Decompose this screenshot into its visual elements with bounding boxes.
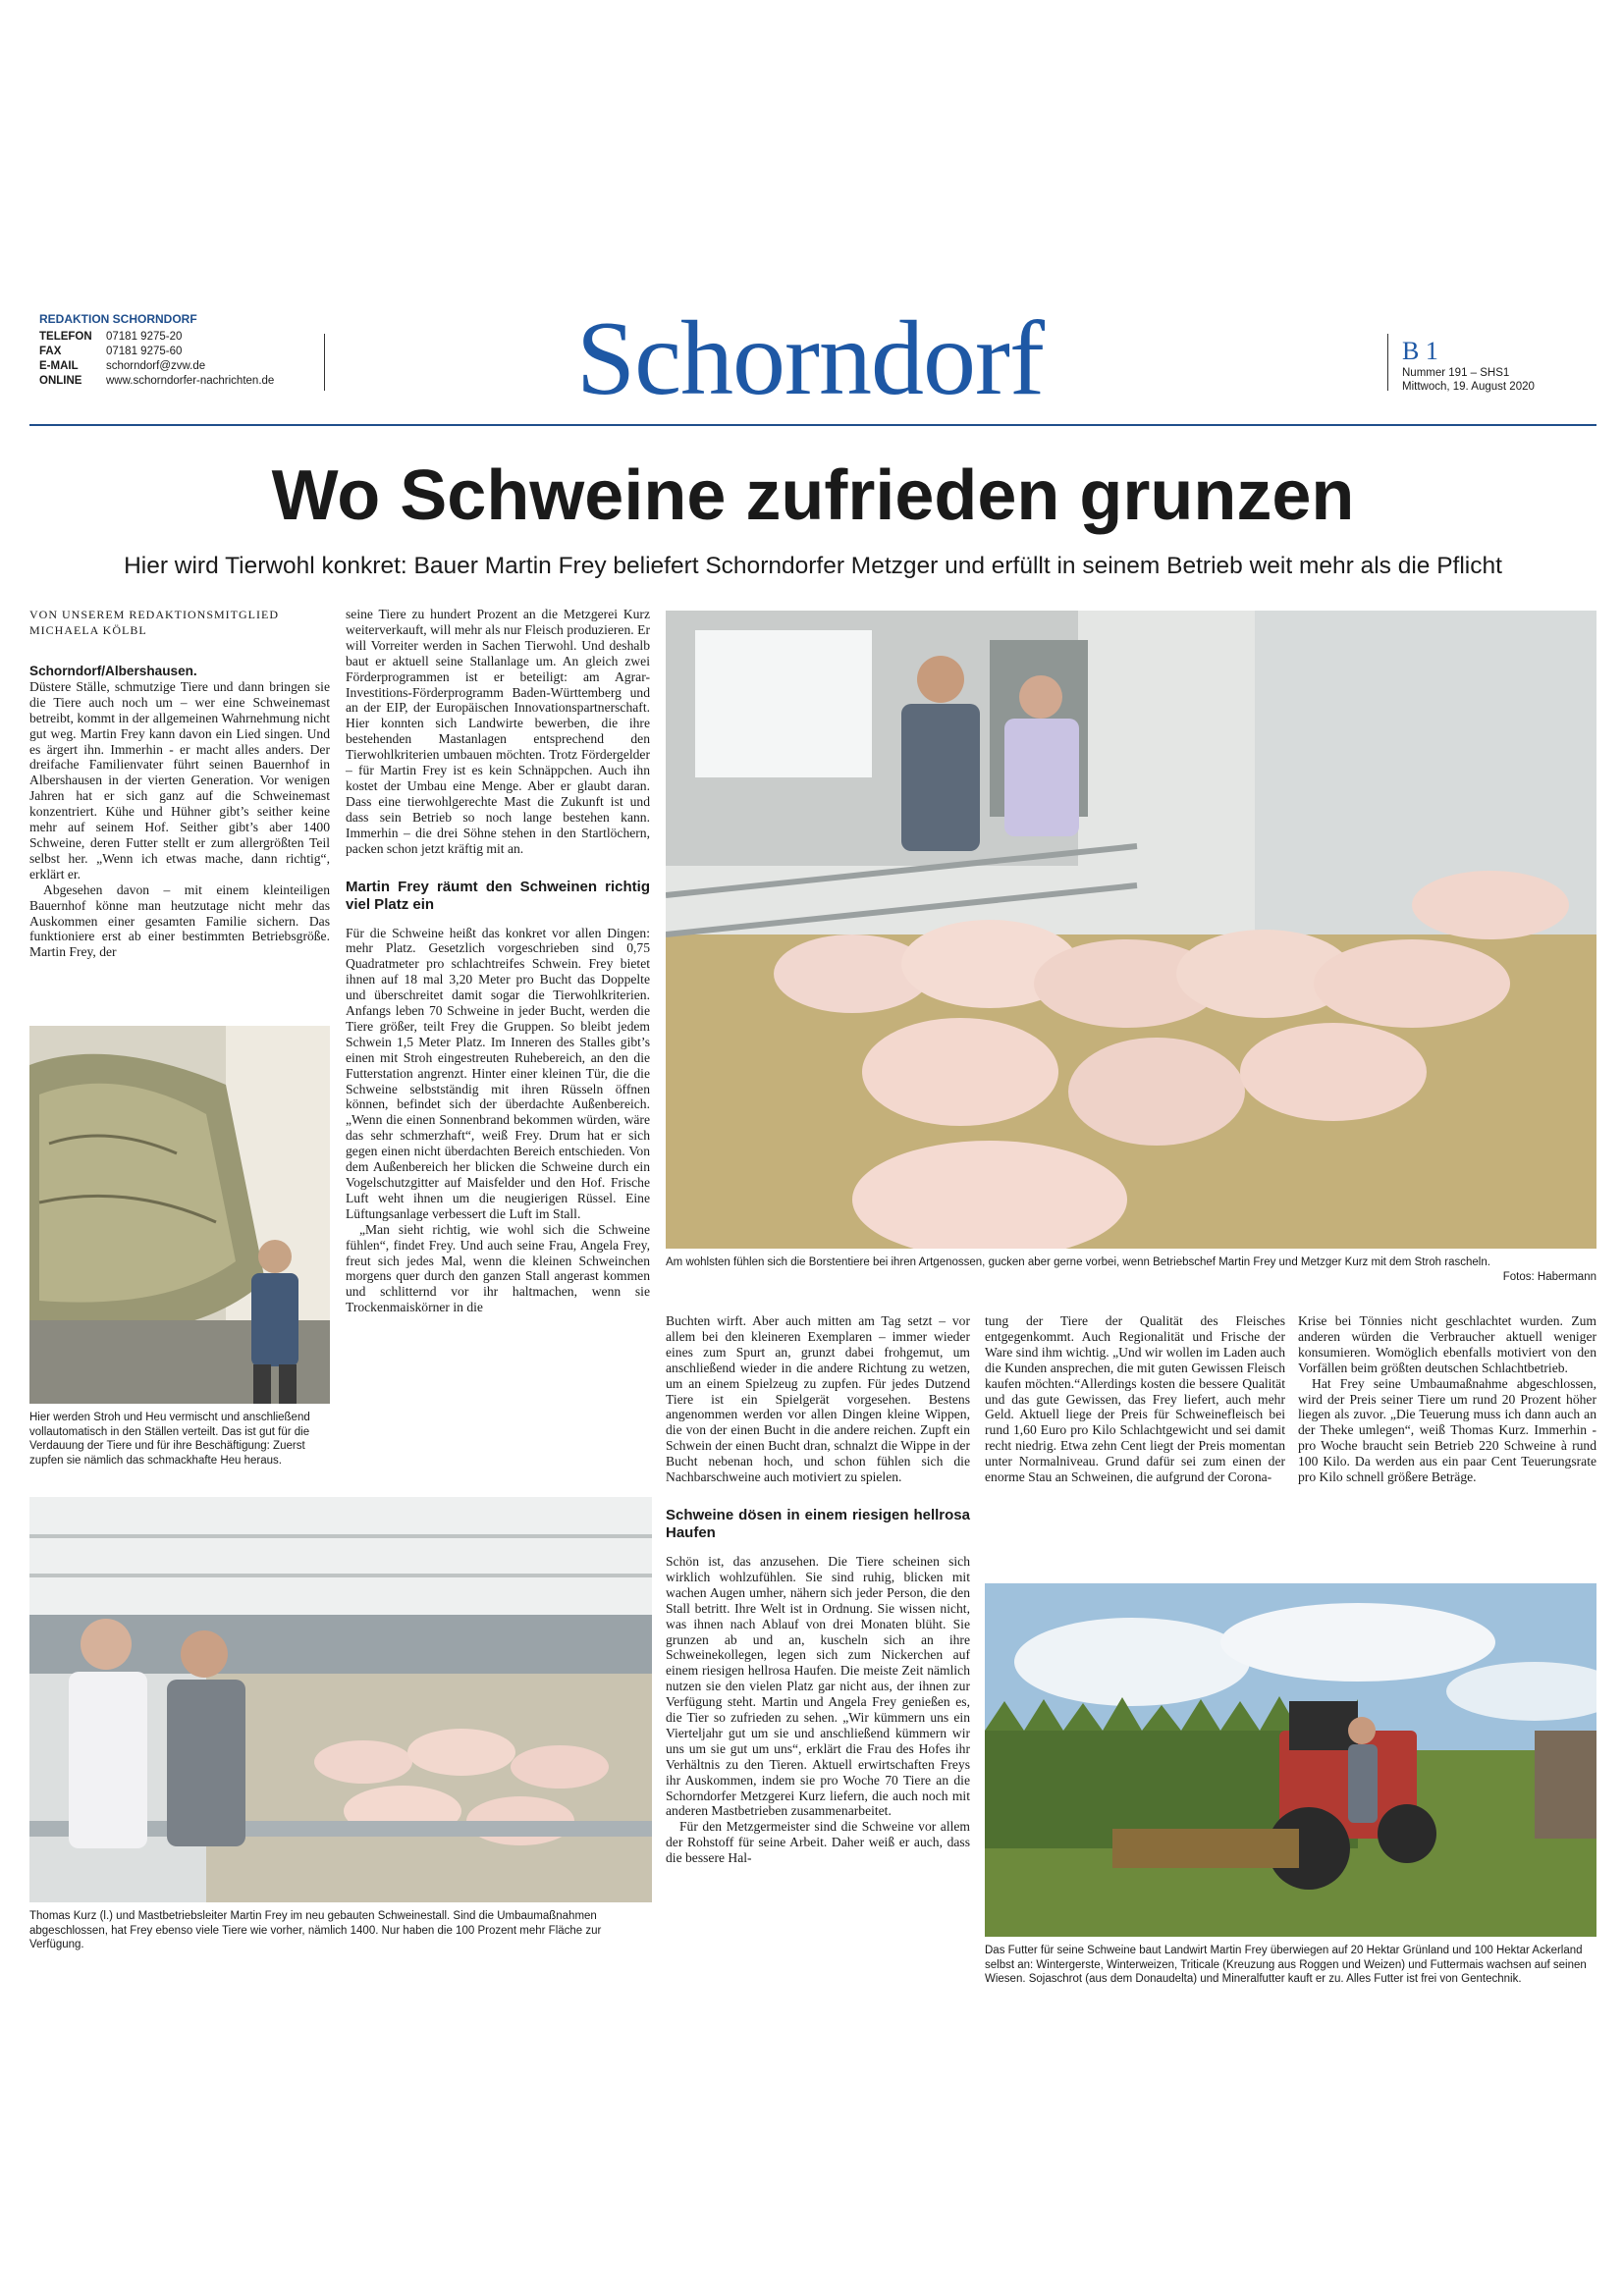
paragraph: Düstere Ställe, schmutzige Tiere und dann bringen sie die Tiere auch noch um – wer eine Schweinemast betreibt, kommt in der allgemeinen Wahrnehmung nicht gut weg. Martin Frey kann davon ein Lied singen. Und es ärgert ihn. Immerhin - er macht alles anders. Der dreifache Familienvater führt seinen Bauernhof in Albershausen in der vierten Generation. Vor wenigen Jahren hat er sich ganz auf die Schweinemast konzentriert. Kühe und Hühner gibt’s seither keine mehr auf seinem Hof. Seither gibt’s aber 1400 Schweine, deren Futter stellt er zum allergrößten Teil selbst her. „Wenn ich etwas mache, dann richtig“, erklärt er. <box>29 678 330 881</box>
paragraph: seine Tiere zu hundert Prozent an die Metzgerei Kurz weiterverkauft, will mehr als nur Fleisch produzieren. Er will Vorreiter werden in Sachen Tierwohl. Und deshalb baut er aktuell seine Stallanlage um. An gleich zwei Förderprogrammen ist er beteiligt: am Agrar-Investitions-Förderprogramm Baden-Württemberg und an der EIP, der Europäischen Innovationspartnerschaft. Hier konnten sich Landwirte bewerben, die ihre bestehenden Mastanlagen entsprechend den Tierwohlkriterien umbauen möchten. Trotz Fördergelder – für Martin Frey ist es kein Schnäppchen. Auch ihn kostet der Umbau eine Menge. Aber er glaubt daran. Dass eine tierwohlgerechte Mast die Zukunft ist und dass sein Betrieb so noch lange bestehen kann. Immerhin – die drei Söhne stehen in den Startlöchern, packen schon jetzt kräftig mit an. <box>346 607 650 856</box>
paragraph: „Man sieht richtig, wie wohl sich die Schweine fühlen“, findet Frey. Und auch seine Frau, Angela Frey, freut sich jedes Mal, wenn die kleinen Schweinchen morgens quer durch den ganzen Stall angerast kommen und schlitternd vor ihr haltmachen, wenn sie Trockenmaiskörner in die <box>346 1221 650 1315</box>
header-divider <box>324 334 325 391</box>
paragraph: tung der Tiere der Qualität des Fleisches entgegenkommt. Auch Regionalität und Frische der Ware sind ihm wichtig. „Und wir wollen im Laden auch die Kunden ansprechen, die mit guten Gewissen Fleisch kaufen möchten.“Allerdings kosten die bessere Qualität und das gute Gewissen, das Frey liefert, auch mehr Geld. Aktuell liege der Preis für Schweinefleisch bei rund 1,60 Euro pro Kilo Schlachtgewicht und sei damit recht niedrig. Etwa zehn Cent liegt der Preis momentan unter Normalniveau. Grund dafür sei zum einen der enorme Stau an Schweinen, die aufgrund der Corona- <box>985 1313 1285 1485</box>
article-column-3 <box>666 1313 970 1866</box>
article-column-2 <box>346 607 650 1315</box>
hay-photo <box>29 1026 330 1404</box>
contact-value: www.schorndorfer-nachrichten.de <box>106 375 275 387</box>
photo-credit: Fotos: Habermann <box>1502 1271 1596 1283</box>
redaktion-title: REDAKTION SCHORNDORF <box>39 312 197 326</box>
contact-value: 07181 9275-60 <box>106 346 183 357</box>
contact-row-phone <box>39 330 274 345</box>
stall-photo <box>29 1497 652 1902</box>
paragraph: Schön ist, das anzusehen. Die Tiere scheinen sich wirklich wohlzufühlen. Sie sind ruhig, blicken mit wachen Augen umher, nähern sich jeder Person, die den Stall betritt. Ihre Welt ist in Ordnung. Sie wissen nicht, was ihnen nach Ablauf von drei Monaten blüht. Sie grunzen ab und an, kuscheln sich an ihre Schweinekollegen, legen sich zum Nickerchen auf einem riesigen hellrosa Haufen. Die meiste Zeit nämlich nutzen sie den vielen Platz gar nicht aus, der ihnen zur Verfügung steht. Martin und Angela Frey genießen es, die Tier so zufrieden zu sehen. „Wir kümmern uns ein Vierteljahr gut um sie und anschließend kümmern wir uns um sie gut um uns“, erklärt die Frau des Hofes ihr Verhältnis zu den Tieren. Aktuell erwirtschaften Freys ihr Auskommen, indem sie pro Woche 70 Tiere an die Schorndorfer Metzgerei Kurz liefern, die auch noch mit anderen Mastbetrieben zusammenarbeitet. <box>666 1553 970 1819</box>
tractor-photo-caption: Das Futter für seine Schweine baut Landwirt Martin Frey überwiegen auf 20 Hektar Grünland und 100 Hektar Ackerland selbst an: Wintergerste, Winterweizen, Triticale (Kreuzung aus Roggen und Weizen) und Futtermais wachsen auf seinen Wiesen. Sojaschrot (aus dem Donaudelta) und Mineralfutter kauft er zu. Alles Futter ist frei von Gentechnik. <box>985 1945 1587 1985</box>
header-divider <box>1387 334 1388 391</box>
paragraph: Für die Schweine heißt das konkret vor allen Dingen: mehr Platz. Gesetzlich vorgeschrieben sind 0,75 Quadratmeter pro schlachtreifes Schwein. Frey bietet ihnen auf 18 mal 3,20 Meter pro Bucht das Doppelte und überschreitet damit sogar die Tierwohlkriterien. Anfangs leben 70 Schweine in jeder Bucht, werden die Tiere größer, teilt Frey die Gruppen. So bleibt jedem Schwein 1,5 Meter Platz. Im Inneren des Stalles gibt’s einen mit Stroh eingestreuten Ruhebereich, an den die Futterstation angrenzt. Hinter einer kleinen Tür, die die Schweine selbstständig mit ihren Rüsseln öffnen können, befindet sich der überdachte Außenbereich. „Wenn die einen Sonnenbrand bekommen würden, wäre das sehr schmerzhaft“, weiß Frey. Drum hat er sich gegen einen nicht überdachten Bereich entschieden. Von dem Außenbereich her blicken die Schweine durch ein Vogelschutzgitter auf Maisfelder und den Hof. Frische Luft weht ihnen um die neugierigen Rüssel. Eine Lüftungsanlage verbessert die Luft im Stall. <box>346 925 650 1221</box>
header-rule <box>29 424 1596 426</box>
subheading: Schweine dösen in einem riesigen hellrosa Haufen <box>666 1506 970 1541</box>
contact-row-email <box>39 359 274 374</box>
contact-label: TELEFON <box>39 331 92 343</box>
contact-label: ONLINE <box>39 375 82 387</box>
contact-row-fax <box>39 345 274 359</box>
paragraph: Abgesehen davon – mit einem kleinteiligen Bauernhof könne man heutzutage nicht mehr das Auskommen einer gesamten Familie sichern. Das funktioniere erst ab einer bestimmten Betriebsgröße. Martin Frey, der <box>29 881 330 960</box>
dateline: Schorndorf/Albershausen. <box>29 664 197 678</box>
subheadline: Hier wird Tierwohl konkret: Bauer Martin Frey beliefert Schorndorfer Metzger und erfüllt in seinem Betrieb weit mehr als die Pflicht <box>124 553 1502 579</box>
page-badge: B 1 <box>1402 337 1438 365</box>
article-column-1 <box>29 664 330 960</box>
paragraph: Für den Metzgermeister sind die Schweine vor allem der Rohstoff für seine Arbeit. Daher weiß er auch, dass die bessere Hal- <box>666 1819 970 1866</box>
issue-number: Nummer 191 – SHS1 <box>1402 367 1510 379</box>
contact-value: schorndorf@zvw.de <box>106 360 206 372</box>
hay-photo-caption: Hier werden Stroh und Heu vermischt und anschließend vollautomatisch in den Ställen verteilt. Das ist gut für die Verdauung der Tiere und für ihre Beschäftigung: Zuerst zupfen sie nämlich das schmackhafte Heu heraus. <box>29 1412 310 1467</box>
issue-date: Mittwoch, 19. August 2020 <box>1402 381 1535 393</box>
main-photo-caption: Am wohlsten fühlen sich die Borstentiere bei ihren Artgenossen, gucken aber gerne vorbei, wenn Betriebschef Martin Frey und Metzger Kurz mit dem Stroh rascheln. <box>666 1256 1490 1268</box>
issue-info <box>1402 366 1535 394</box>
article-column-5 <box>1298 1313 1596 1485</box>
byline-line: VON UNSEREM REDAKTIONSMITGLIED <box>29 608 279 621</box>
contact-block <box>39 330 274 389</box>
subheading: Martin Frey räumt den Schweinen richtig viel Platz ein <box>346 878 650 913</box>
headline: Wo Schweine zufrieden grunzen <box>271 456 1355 535</box>
stall-photo-caption: Thomas Kurz (l.) und Mastbetriebsleiter Martin Frey im neu gebauten Schweinestall. Sind die Umbaumaßnahmen abgeschlossen, hat Frey ebenso viele Tiere wie vorher, nämlich 1400. Nur haben die 100 Prozent mehr Fläche zur Verfügung. <box>29 1910 602 1950</box>
contact-label: E-MAIL <box>39 360 79 372</box>
contact-value: 07181 9275-20 <box>106 331 183 343</box>
tractor-photo <box>985 1583 1596 1937</box>
contact-label: FAX <box>39 346 62 357</box>
masthead: Schorndorf <box>576 300 1044 417</box>
byline-author: MICHAELA KÖLBL <box>29 623 147 637</box>
contact-row-online <box>39 374 274 389</box>
paragraph: Hat Frey seine Umbaumaßnahme abgeschlossen, wird der Preis seiner Tiere um rund 20 Prozent höher liegen als zuvor. „Die Teuerung muss ich dann auch an der Theke umlegen“, weiß Thomas Kurz. Immerhin - pro Woche braucht sein Betrieb 220 Schweine à rund 100 Kilo. Da werden aus ein paar Cent Teuerungsrate pro Kilo schnell größere Beträge. <box>1298 1375 1596 1485</box>
byline <box>29 607 279 638</box>
article-column-4 <box>985 1313 1285 1485</box>
paragraph: Buchten wirft. Aber auch mitten am Tag setzt – vor allem bei den kleineren Exemplaren – immer wieder eines zum Spurt an, grunzt dabei frohgemut, um anschließend wieder in die andere Richtung zu wetzen, um an einem Spielzeug zu zupfen. Für jedes Dutzend Tiere ist ein Spielgerät vorgesehen. Bestens angenommen werden vor allen Dingen kleine Wippen, die von der einen Bucht in die andere reichen. Zupft ein Schwein der einen Bucht dran, schnalzt die Wippe in der Bucht nebenan hoch, und schon fühlen sich die Nachbarschweine auch motiviert zu spielen. <box>666 1313 970 1485</box>
paragraph: Krise bei Tönnies nicht geschlachtet wurden. Zum anderen würden die Verbraucher aktuell weniger konsumieren. Womöglich ebenfalls motiviert von den Vorfällen beim größten deutschen Schlachtbetrieb. <box>1298 1313 1596 1375</box>
main-pig-photo <box>666 611 1596 1249</box>
